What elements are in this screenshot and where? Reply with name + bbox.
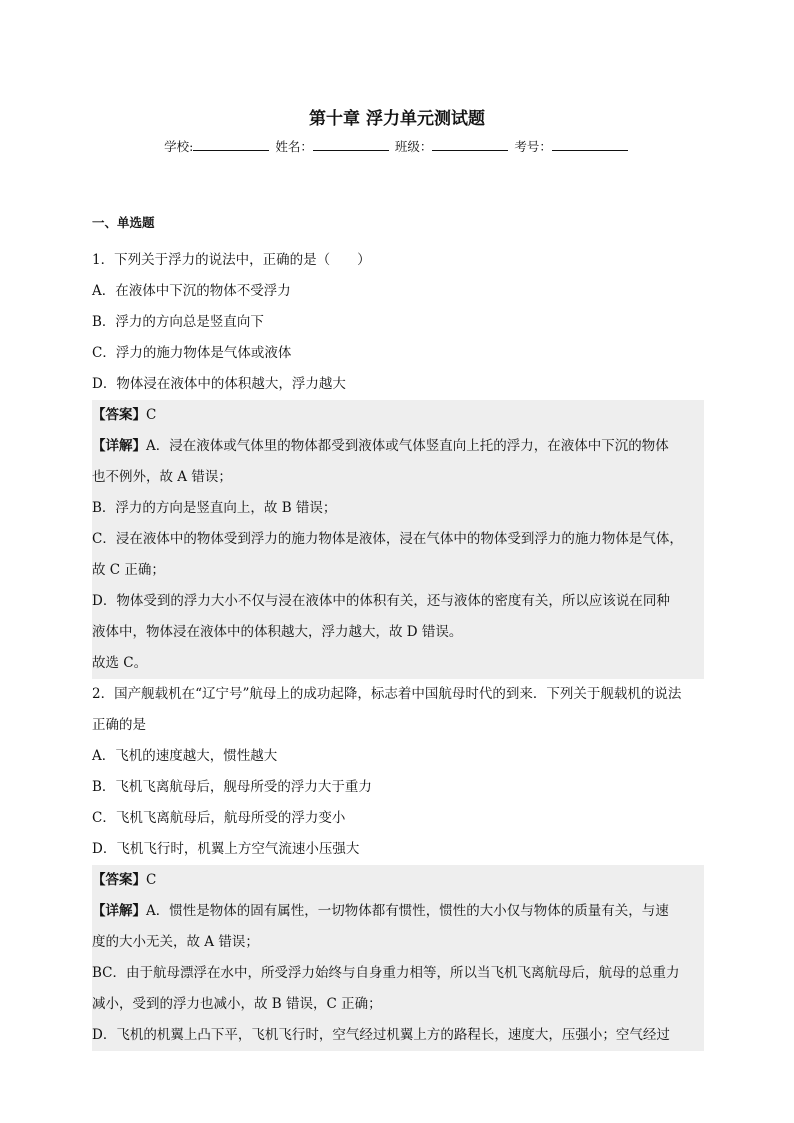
question-1-detail-line: 故选 C。	[92, 655, 148, 671]
question-2-detail-line: 减小，受到的浮力也减小，故 B 错误，C 正确；	[92, 996, 382, 1012]
question-2-answer-block	[92, 865, 704, 1051]
question-1-detail-line: C．浸在液体中的物体受到浮力的施力物体是液体，浸在气体中的物体受到浮力的施力物体是气体，	[92, 531, 683, 547]
question-1-option-c: C．浮力的施力物体是气体或液体	[92, 345, 292, 361]
question-2-detail-line: D．飞机的机翼上凸下平，飞机飞行时，空气经过机翼上方的路程长，速度大，压强小；空气经过	[92, 1027, 670, 1043]
section-title: 一、单选题	[92, 214, 155, 230]
student-info-line	[0, 137, 794, 155]
question-1-detail-line	[92, 431, 704, 462]
question-1-detail-line: D．物体受到的浮力大小不仅与浸在液体中的体积有关，还与液体的密度有关，所以应该说在同种	[92, 593, 670, 609]
question-1-answer	[92, 400, 704, 431]
question-content	[92, 200, 704, 1051]
answer-value: C	[146, 407, 157, 423]
question-2-stem: 正确的是	[92, 717, 146, 733]
question-1-detail-line: 故 C 正确；	[92, 562, 165, 578]
number-label: 考号：	[514, 139, 552, 154]
answer-label: 【答案】	[92, 872, 146, 888]
question-1-option-b: B．浮力的方向总是竖直向下	[92, 314, 264, 330]
question-2-option-c: C．飞机飞离航母后，航母所受的浮力变小	[92, 810, 346, 826]
class-label: 班级：	[394, 139, 433, 154]
number-blank[interactable]	[552, 140, 628, 151]
question-1-detail-line: B．浮力的方向是竖直向上，故 B 错误；	[92, 500, 337, 516]
question-1-stem: 1．下列关于浮力的说法中，正确的是（ ）	[92, 252, 371, 268]
class-blank[interactable]	[432, 140, 508, 151]
question-1-answer-block	[92, 400, 704, 679]
page-title: 第十章 浮力单元测试题	[309, 109, 485, 129]
name-label: 姓名：	[275, 139, 313, 154]
question-1-option-a: A．在液体中下沉的物体不受浮力	[92, 283, 291, 299]
school-label: 学校:	[164, 139, 194, 154]
question-2-detail-line: BC．由于航母漂浮在水中，所受浮力始终与自身重力相等，所以当飞机飞离航母后，航母的总重力	[92, 965, 680, 981]
question-2-stem: 2．国产舰载机在“辽宁号”航母上的成功起降，标志着中国航母时代的到来．下列关于舰载机的说法	[92, 686, 682, 702]
answer-value: C	[146, 872, 157, 888]
question-1-detail-line: 液体中，物体浸在液体中的体积越大，浮力越大，故 D 错误。	[92, 624, 463, 640]
question-2-detail-line: 度的大小无关，故 A 错误；	[92, 934, 259, 950]
question-2-option-b: B．飞机飞离航母后，舰母所受的浮力大于重力	[92, 779, 372, 795]
question-2-option-a: A．飞机的速度越大，惯性越大	[92, 748, 278, 764]
detail-label: 【详解】	[92, 438, 146, 454]
question-1-option-d: D．物体浸在液体中的体积越大，浮力越大	[92, 376, 346, 392]
answer-label: 【答案】	[92, 407, 146, 423]
school-blank[interactable]	[193, 140, 269, 151]
name-blank[interactable]	[313, 140, 389, 151]
detail-text: A．浸在液体或气体里的物体都受到液体或气体竖直向上托的浮力，在液体中下沉的物体	[146, 438, 669, 454]
question-2-option-d: D．飞机飞行时，机翼上方空气流速小压强大	[92, 841, 360, 857]
question-2-answer	[92, 865, 704, 896]
question-1-detail-line: 也不例外，故 A 错误；	[92, 469, 232, 485]
detail-label: 【详解】	[92, 903, 146, 919]
question-2-detail-line	[92, 896, 704, 927]
detail-text: A．惯性是物体的固有属性，一切物体都有惯性，惯性的大小仅与物体的质量有关，与速	[146, 903, 669, 919]
